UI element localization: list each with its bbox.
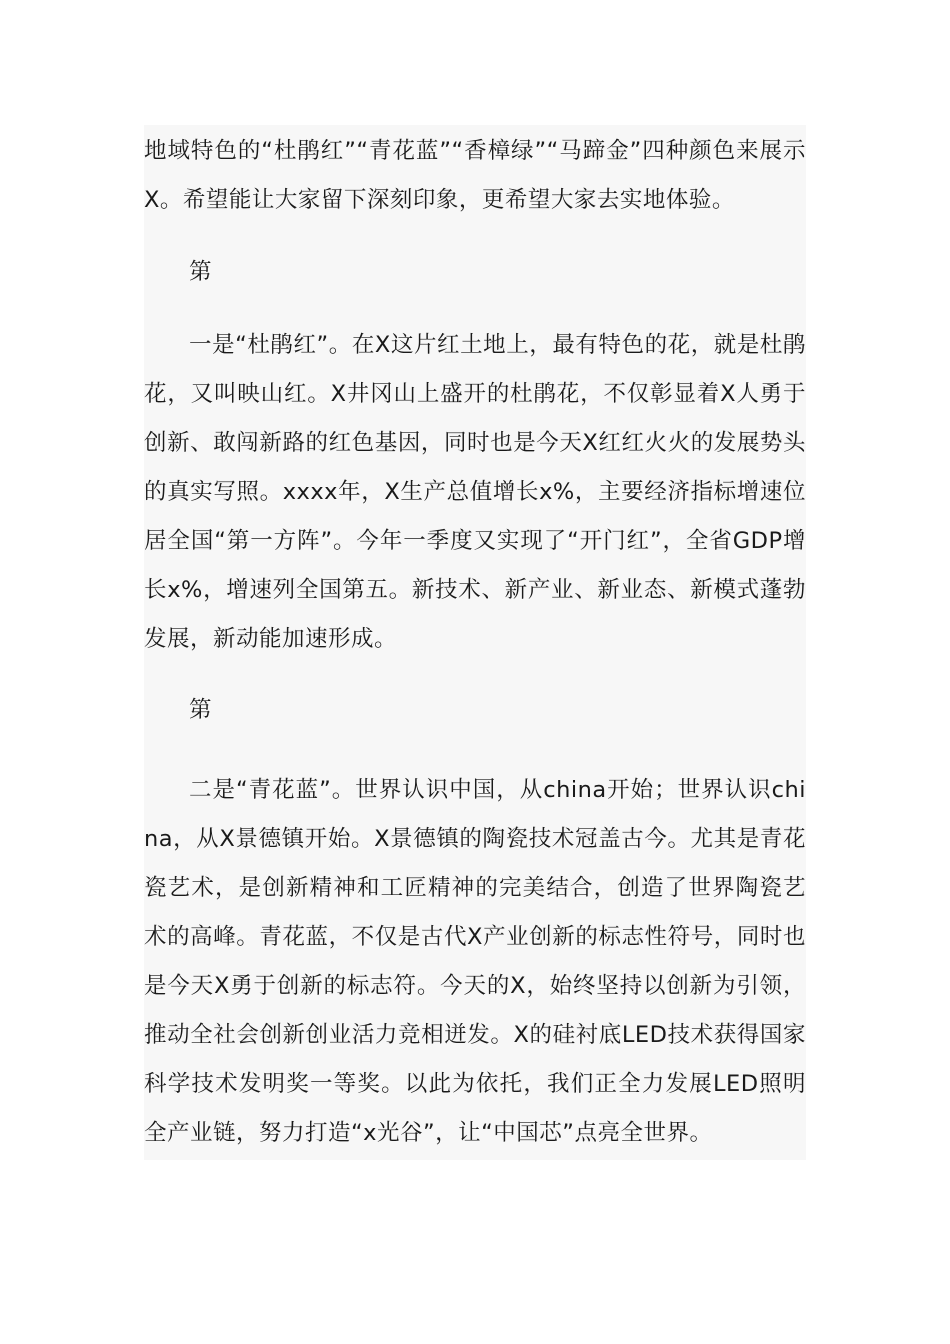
paragraph-azalea-red: 一是“杜鹃红”。在X这片红土地上，最有特色的花，就是杜鹃花，又叫映山红。X井冈山上盛开的杜鹃花，不仅彰显着X人勇于创新、敢闯新路的红色基因，同时也是今天X红红火火的发展势头的真实写照。xxxx年，X生产总值增长x%，主要经济指标增速位居全国“第一方阵”。今年一季度又实现了“开门红”，全省GDP增长x%，增速列全国第五。新技术、新产业、新业态、新模式蓬勃发展，新动能加速形成。	[144, 332, 806, 652]
document-body	[144, 125, 806, 1160]
paragraph-blue-and-white: 二是“青花蓝”。世界认识中国，从china开始；世界认识china，从X景德镇开始。X景德镇的陶瓷技术冠盖古今。尤其是青花瓷艺术，是创新精神和工匠精神的完美结合，创造了世界陶瓷艺术的高峰。青花蓝，不仅是古代X产业创新的标志性符号，同时也是今天X勇于创新的标志符。今天的X，始终坚持以创新为引领，推动全社会创新创业活力竞相迸发。X的硅衬底LED技术获得国家科学技术发明奖一等奖。以此为依托，我们正全力发展LED照明全产业链，努力打造“x光谷”，让“中国芯”点亮全世界。	[144, 777, 806, 1146]
paragraph-intro-continuation: 地域特色的“杜鹃红”“青花蓝”“香樟绿”“马蹄金”四种颜色来展示X。希望能让大家留下深刻印象，更希望大家去实地体验。	[144, 138, 806, 213]
section-heading-first: 第	[189, 259, 213, 285]
section-heading-second: 第	[189, 697, 213, 723]
